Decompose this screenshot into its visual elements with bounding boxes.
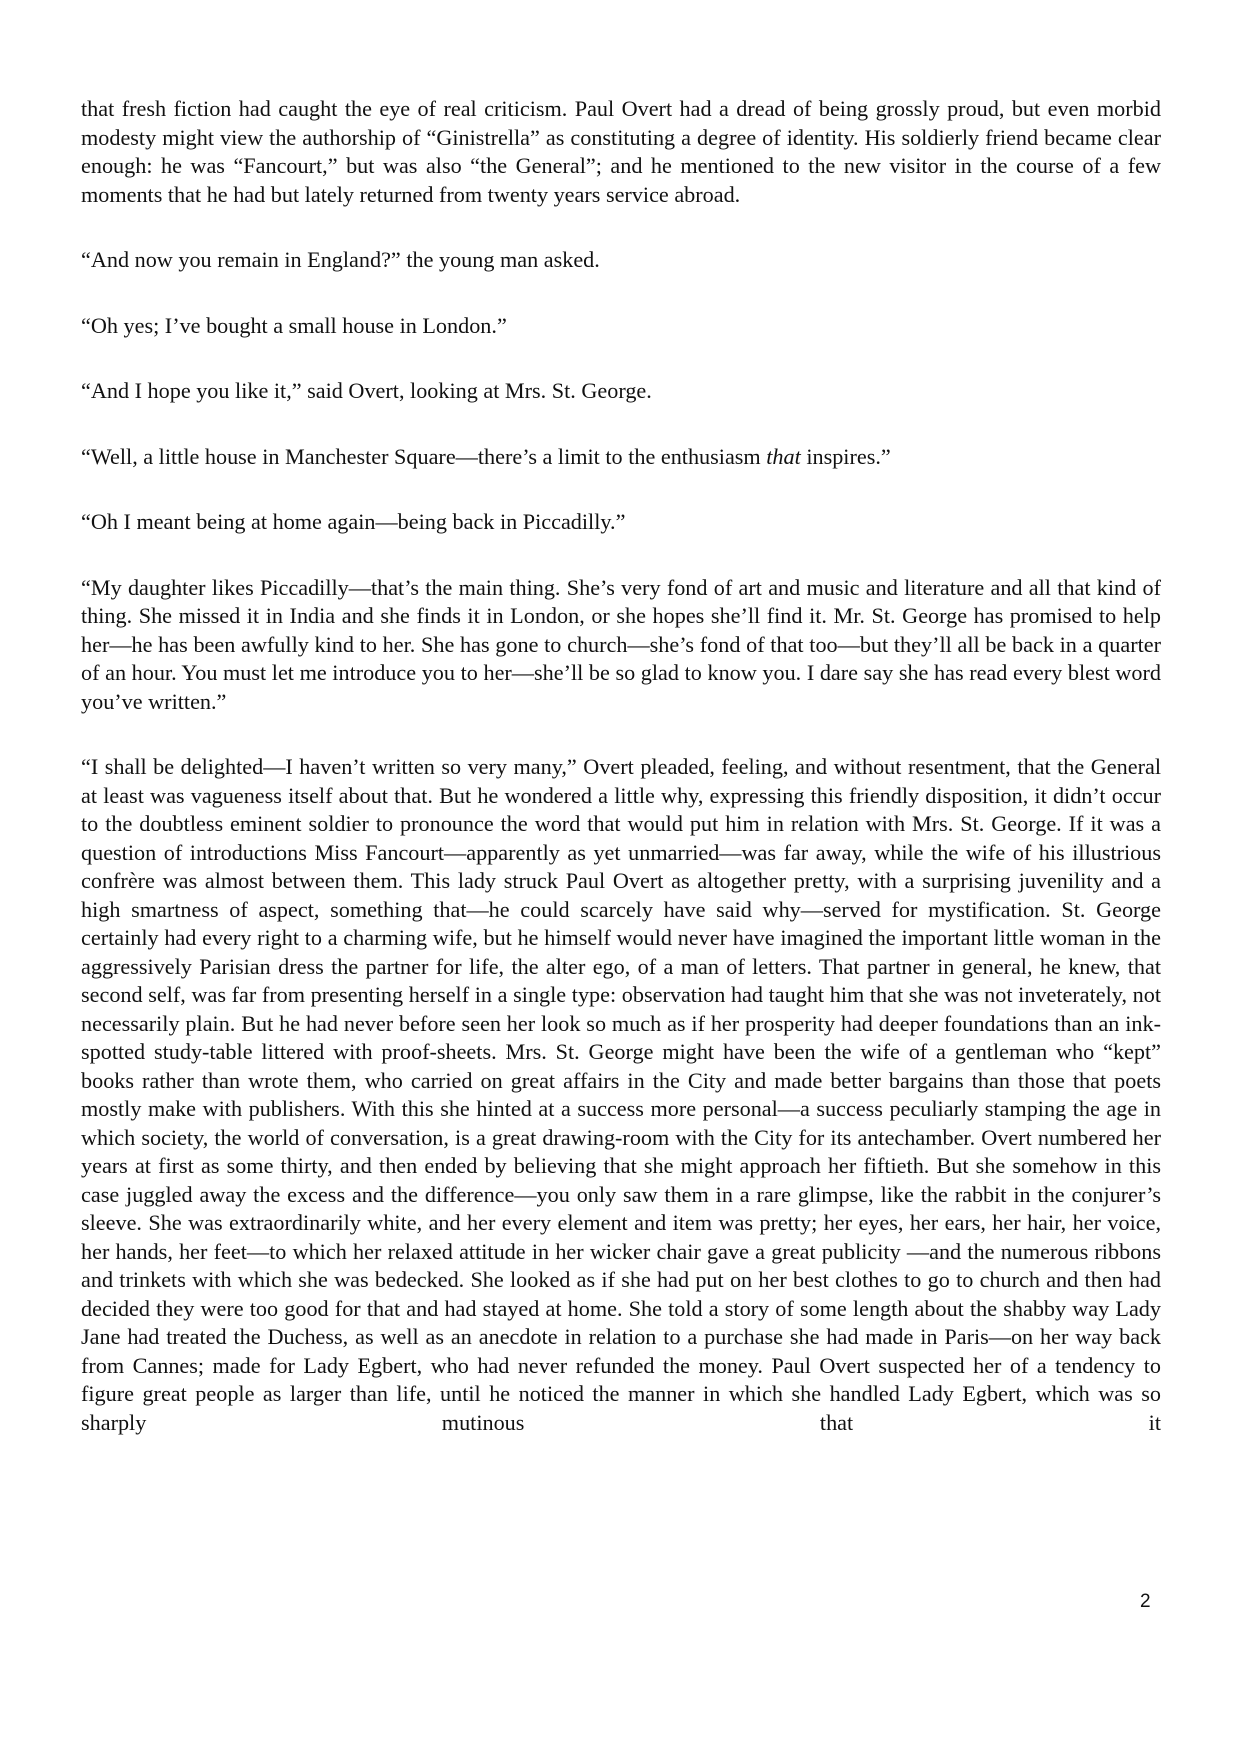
page-number: 2 (1140, 1591, 1151, 1612)
paragraph-5-before: “Well, a little house in Manchester Square—there’s a limit to the enthusiasm (81, 443, 767, 469)
paragraph-7: “My daughter likes Piccadilly—that’s the main thing. She’s very fond of art and music and literature and all that kind of thing. She missed it in India and she finds it in London, or she hopes she’ll find it. Mr. St. George has promised to help her—he has been awfully kind to her. She has gone to church—she’s fond of that too—but they’ll all be back in a quarter of an hour. You must let me introduce you to her—she’ll be so glad to know you. I dare say she has read every blest word you’ve written.” (81, 574, 1161, 714)
document-page (81, 95, 1161, 1437)
paragraph-5-after: inspires.” (800, 443, 891, 469)
paragraph-2: “And now you remain in England?” the young man asked. (81, 247, 600, 272)
paragraph-4: “And I hope you like it,” said Overt, looking at Mrs. St. George. (81, 378, 652, 403)
paragraph-6: “Oh I meant being at home again—being back in Piccadilly.” (81, 509, 626, 534)
paragraph-5 (81, 443, 1161, 472)
paragraph-5-emphasis: that (766, 443, 801, 469)
paragraph-3: “Oh yes; I’ve bought a small house in London.” (81, 312, 507, 338)
paragraph-1: that fresh fiction had caught the eye of real criticism. Paul Overt had a dread of being grossly proud, but even morbid modesty might view the authorship of “Ginistrella” as constituting a degree of identity. His soldierly friend became clear enough: he was “Fancourt,” but was also “the General”; and he mentioned to the new visitor in the course of a few moments that he had but lately returned from twenty years service abroad. (81, 96, 1161, 207)
paragraph-8: “I shall be delighted—I haven’t written so very many,” Overt pleaded, feeling, and without resentment, that the General at least was vagueness itself about that. But he wondered a little why, expressing this friendly disposition, it didn’t occur to the doubtless eminent soldier to pronounce the word that would put him in relation with Mrs. St. George. If it was a question of introductions Miss Fancourt—apparently as yet unmarried—was far away, while the wife of his illustrious confrère was almost between them. This lady struck Paul Overt as altogether pretty, with a surprising juvenility and a high smartness of aspect, something that—he could scarcely have said why—served for mystification. St. George certainly had every right to a charming wife, but he himself would never have imagined the important little woman in the aggressively Parisian dress the partner for life, the alter ego, of a man of letters. That partner in general, he knew, that second self, was far from presenting herself in a single type: observation had taught him that she was not inveterately, not necessarily plain. But he had never before seen her look so much as if her prosperity had deeper foundations than an ink-spotted study-table littered with proof-sheets. Mrs. St. George might have been the wife of a gentleman who “kept” books rather than wrote them, who carried on great affairs in the City and made better bargains than those that poets mostly make with publishers. With this she hinted at a success more personal—a success peculiarly stamping the age in which society, the world of conversation, is a great drawing-room with the City for its antechamber. Overt numbered her years at first as some thirty, and then ended by believing that she might approach her fiftieth. But she somehow in this case juggled away the excess and the difference—you only saw them in a rare glimpse, like the rabbit in the conjurer’s sleeve. She was extraordinarily white, and her every element and item was pretty; her eyes, her ears, her hair, her voice, her hands, her feet—to which her relaxed attitude in her wicker chair gave a great publicity —and the numerous ribbons and trinkets with which she was bedecked. She looked as if she had put on her best clothes to go to church and then had decided they were too good for that and had stayed at home. She told a story of some length about the shabby way Lady Jane had treated the Duchess, as well as an anecdote in relation to a purchase she had made in Paris—on her way back from Cannes; made for Lady Egbert, who had never refunded the money. Paul Overt suspected her of a tendency to figure great people as larger than life, until he noticed the manner in which she handled Lady Egbert, which was so sharply mutinous that it (81, 754, 1161, 1435)
